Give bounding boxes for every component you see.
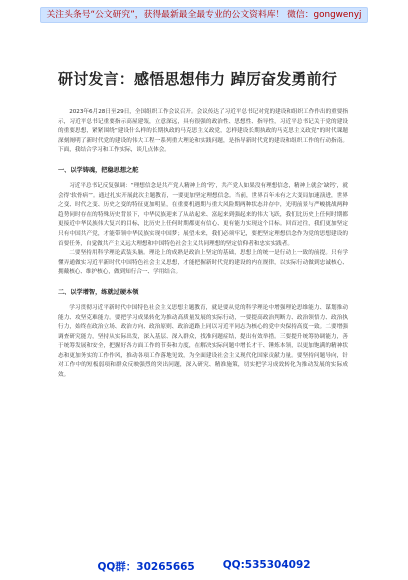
section-heading: 一、以学铸魂，把稳思想之舵 xyxy=(58,166,139,174)
section-1 xyxy=(58,166,348,278)
contact-footer xyxy=(0,559,408,574)
qq-number: QQ:535304092 xyxy=(222,559,311,571)
intro-paragraph: 2023年6月28日至29日，全国组织工作会议召开。会议传达了习近平总书记对党的建设和组织工作作出的重要指示，习近平总书记重要指示高屋建瓴，立意深远，具有很强的政治性、思想性、指导性，习近平总书记关于党的建设的重要思想，紧紧围绕“建设什么样的长期执政的马克思主义政党，怎样建设长期执政的马克思主义政党”的时代课题深刻阐明了新时代党的建设的伟大工程一系列重大理论和实践问题，是指导新时代党的建设和组织工作的行动指南。下面，我结合学习和工作实际，谈几点体会。 xyxy=(58,109,348,154)
promo-banner: 关注头条号“公文研究”，获得最新最全最专业的公文资料库！ 微信：gongwenyj xyxy=(40,7,369,23)
document-title: 研讨发言：感悟思想伟力 踔厉奋发勇前行 xyxy=(58,70,338,88)
body-paragraph: 习近平总书记反复强调：“理想信念是共产党人精神上的‘钙’，共产党人如果没有理想信念，精神上就会‘缺钙’，就会得‘软骨病’”。通过扎实开展此次主题教育，一要更加坚定理想信念。当前，世界百年未有之大变局加速演进，世界之变、时代之变、历史之变的特征更加明显，在重要机遇期与重大风险期两种状态并存中，光明前景与严峻挑战两种趋势同时存在的特殊历史背景下，中华民族迎来了从站起来、富起来到强起来的伟大飞跃，我们比历史上任何时期都更接近中华民族伟大复兴的目标，比历史上任何时期都更有信心、更有能力实现这个目标。回首过往，我们更加坚定只有中国共产党，才能带领中华民族实现中国梦；展望未来，我们必须牢记，要把坚定理想信念作为党的思想建设的首要任务，自觉做共产主义远大理想和中国特色社会主义共同理想的坚定信仰者和忠实实践者。 xyxy=(58,182,348,247)
body-paragraph: 学习贯彻习近平新时代中国特色社会主义思想主题教育，就是要从党的科学理论中增强理论思维能力、谋划推动能力、攻坚克难能力。要把学习成果转化为推动高质量发展的实际行动，一要提高政治判断力、政治领悟力、政治执行力，始终在政治立场、政治方向、政治原则、政治道路上同以习近平同志为核心的党中央保持高度一致。二要增强调查研究能力，坚持从实际出发，深入基层、深入群众，找准问题症结，提出有效举措。三要提升统筹协调能力，善于统筹发展和安全，把握好各方面工作的节奏和力度，在解决实际问题中增长才干、锤炼本领，以更加饱满的精神状态和更加务实的工作作风，推动各项工作落地见效，为全面建设社会主义现代化国家贡献力量。要坚持问题导向，针对工作中的短板弱项和群众反映强烈的突出问题，深入研究、精准施策，切实把学习成效转化为推动发展的实际成效。 xyxy=(58,304,348,379)
section-2 xyxy=(58,288,348,381)
top-banner-bar xyxy=(0,0,408,30)
section-heading: 二、以学增智，练就过硬本领 xyxy=(58,288,139,296)
qq-group-number: QQ群：30265665 xyxy=(97,561,195,573)
body-paragraph: 二要坚持用科学理论武装头脑。理论上的成熟是政治上坚定的基础，思想上的统一是行动上一致的前提。只有学懂弄通做实习近平新时代中国特色社会主义思想，才能把握新时代党的建设的内在规律，以实际行动做到忠诚核心、拥戴核心、维护核心，做到知行合一、学用结合。 xyxy=(58,250,348,276)
document-page xyxy=(58,46,348,381)
